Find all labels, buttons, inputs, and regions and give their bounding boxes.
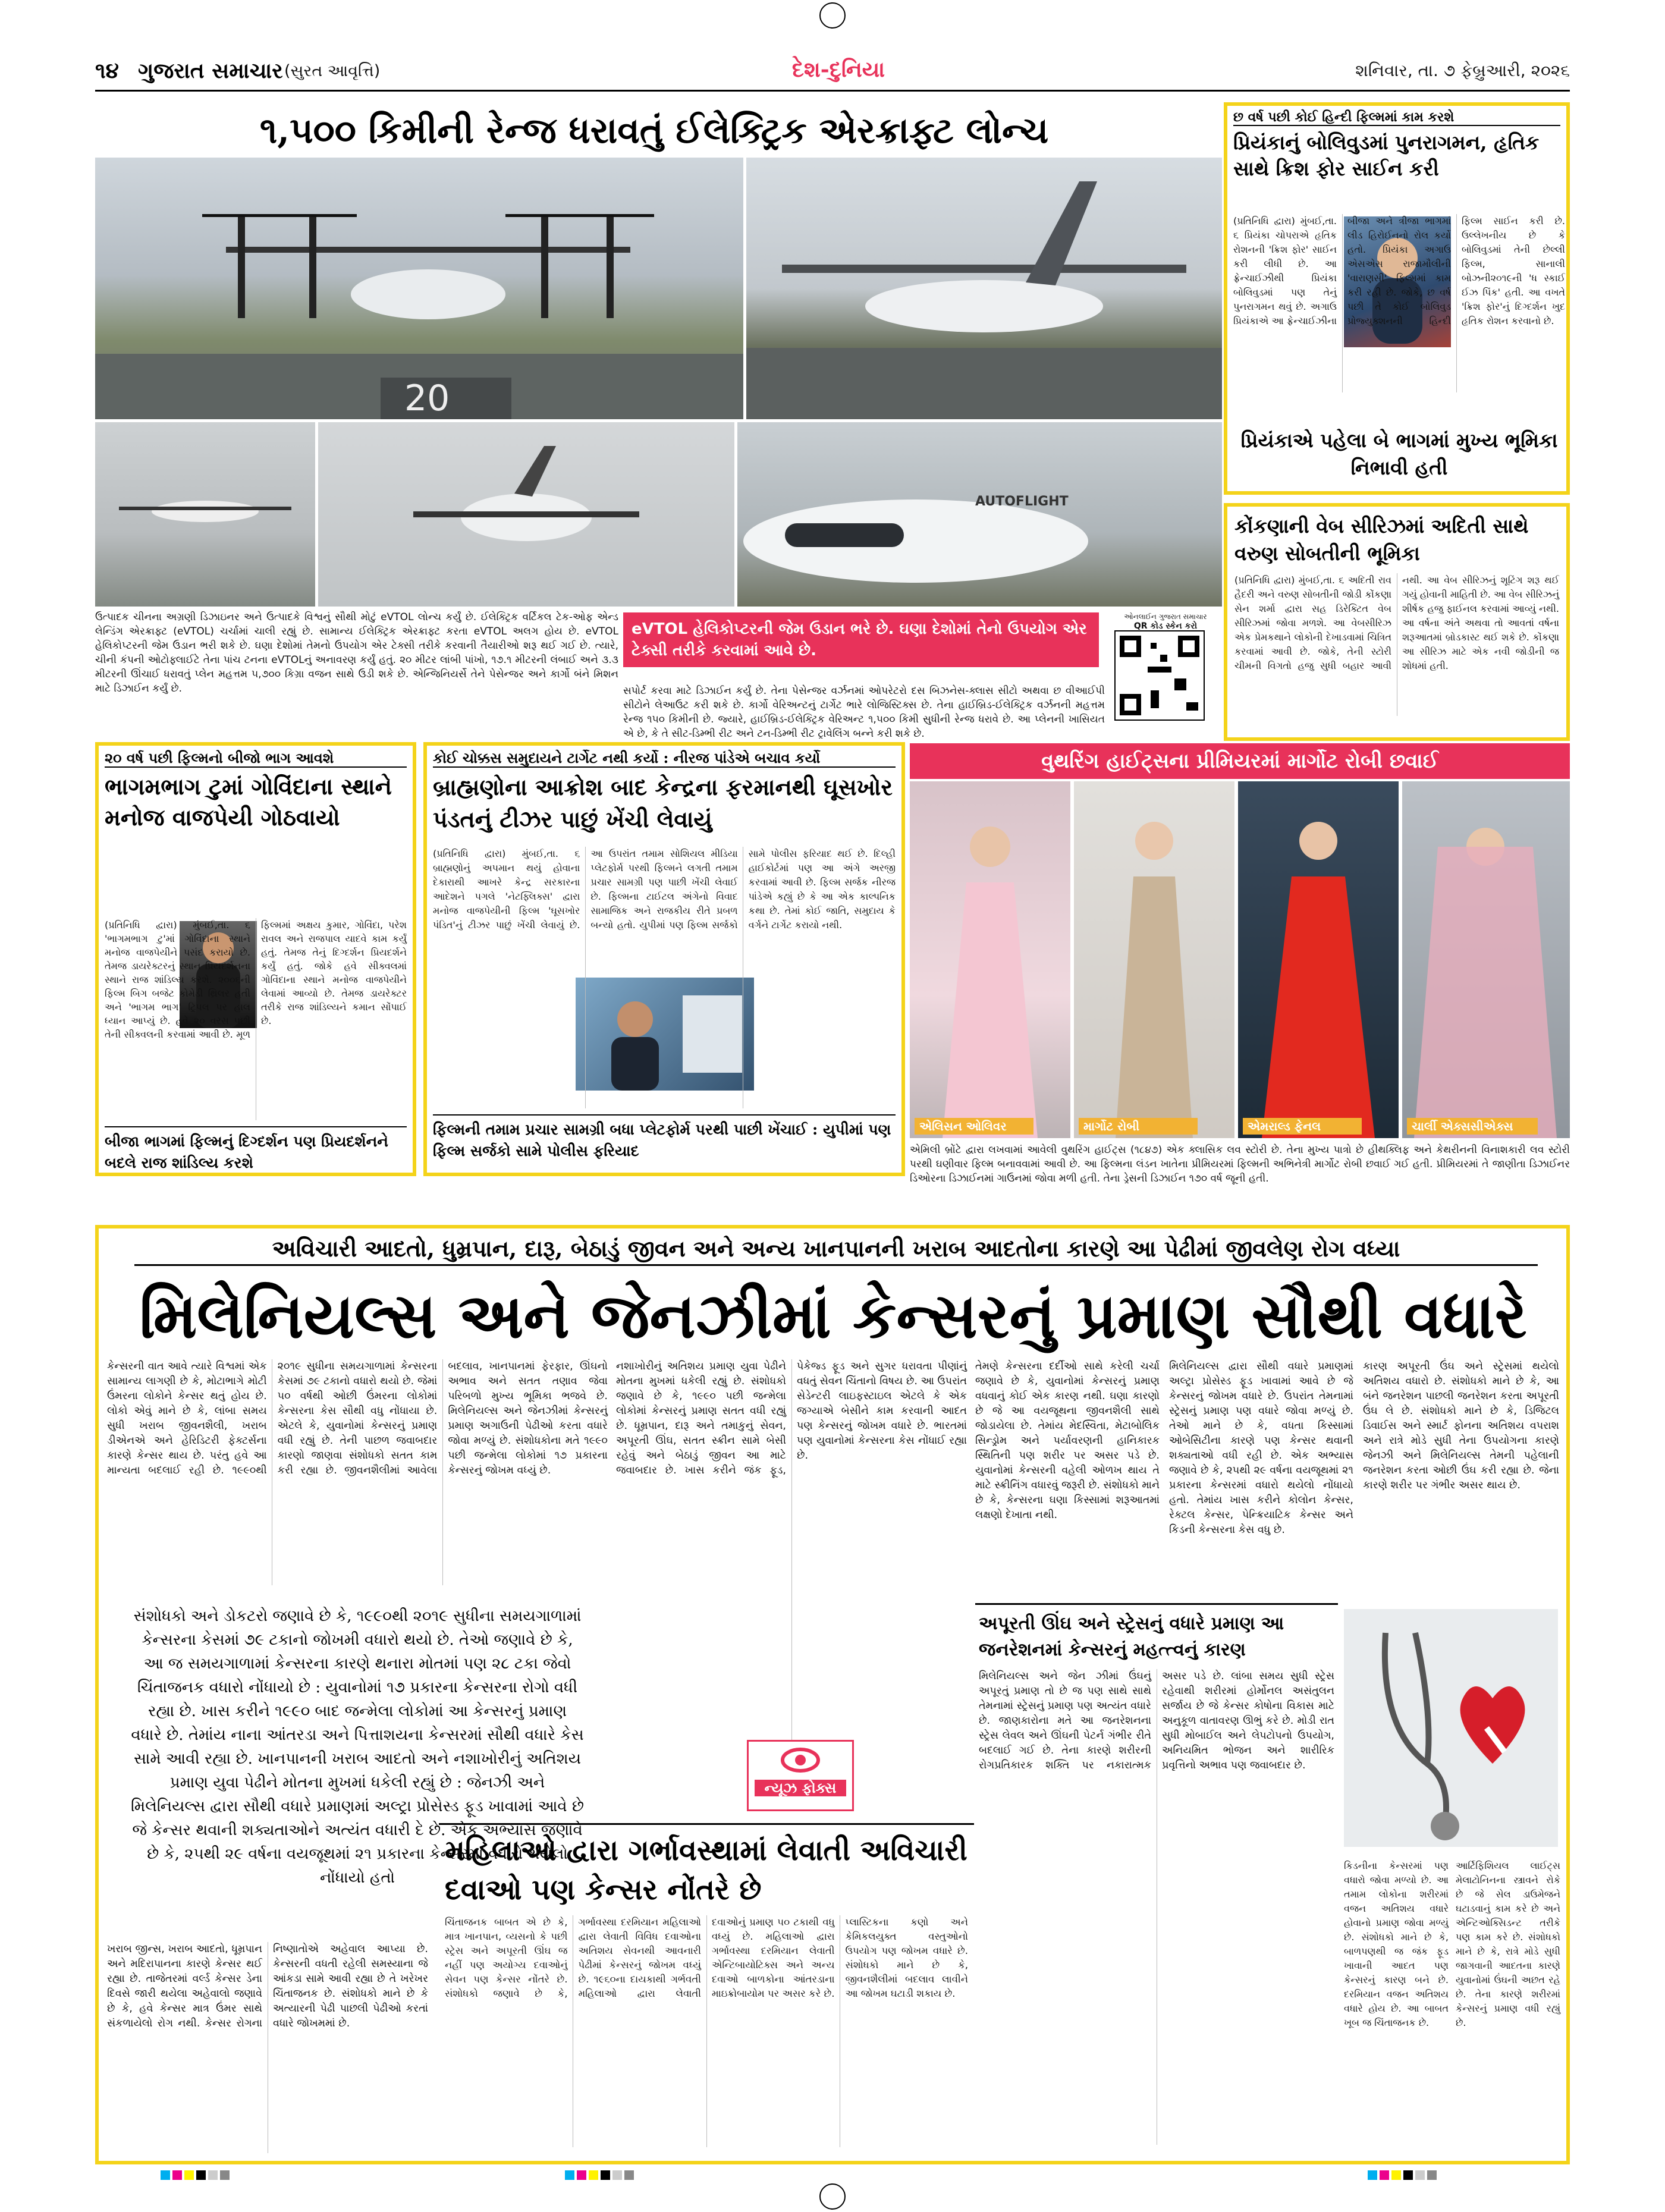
women-section <box>439 1823 974 2156</box>
dress-figure-1 <box>910 781 1070 1138</box>
evtol-drawing-1 <box>95 158 743 419</box>
cancer-kicker: અવિચારી આદતો, ધુમ્રપાન, દારૂ, બેઠાડું જીવન અને અન્ય ખાનપાનની ખરાબ આદતોના કારણે આ પેઢીમાં જીવલેણ રોગ વધ્યા <box>134 1233 1538 1266</box>
news-focus-label: ન્યૂઝ ફોક્સ <box>755 1780 846 1796</box>
manoj-headline: ભાગમભાગ ટુમાં ગોવિંદાના સ્થાને મનોજ વાજપેયી ગોઠવાયો <box>105 773 392 831</box>
stethoscope-photo <box>1344 1609 1558 1847</box>
priyanka-box <box>1224 102 1570 495</box>
paper-name: ગુજરાત સમાચાર <box>138 58 283 83</box>
aditi-body: (પ્રતિનિધિ દ્વારા) મુંબઈ,તા. ૬ અદિતી રાવ હૈદરી અને વરુણ સોબતીની જોડી કોંકણા સેન શર્મા દ્વારા સહ ડિરેક્ટિત વેબ સીરિઝમાં જોવા મળશે. આ વેબસીરિઝ એક પ્રેમકથાને લોકોની દેખાડવામાં ચિત્રિત કરવામાં આવી છે. જોકે, તેની સ્ટોરી ચીમની વિગતો હજુ સુધી બહાર આવી નથી. આ વેબ સીરિઝનું શૂટિંગ શરૂ થઈ ગયું હોવાની માહિતી છે. આ વેબ સીરિઝનું શીર્ષક હજુ ફાઈનલ કરવામાં આવ્યું નથી. આ વર્ષના અંતે અથવા તો આવતાં વર્ષના શરૂઆતમાં બ્રોડકાસ્ટ થઈ શકે છે. કોંકણા આ સીરિઝ માટે એક નવી જોડીની જ શોધમાં હતી. <box>1234 574 1559 671</box>
aircraft-photo-5 <box>737 422 1222 607</box>
premiere-name-1: એલિસન ઓલિવર <box>915 1118 1033 1135</box>
banner-text: eVTOL હેલિકોપ્ટરની જેમ ઉડાન ભરે છે. ઘણા દેશોમાં તેનો ઉપયોગ એર ટેક્સી તરીકે કરવામાં આવે છે. <box>623 612 1099 667</box>
evtol-drawing-5 <box>737 422 1222 607</box>
premiere-name-4: ચાર્લી એક્સસીએક્સ <box>1407 1118 1538 1135</box>
women-body: ચિંતાજનક બાબત એ છે કે, માત્ર ખાનપાન, વ્યસનો કે પછી સ્ટ્રેસ અને અપૂરતી ઊંઘ જ નહીં પણ અયોગ્ય દવાઓનું સેવન પણ કેન્સર નોંતરે છે. સંશોધકો જણાવે છે કે, ગર્ભાવસ્થા દરમિયાન મહિલાઓ દ્વારા લેવાતી વિવિધ દવાઓના અતિશય સેવનથી આવનારી પેઢીમાં કેન્સરનું જોખમ વધ્યું છે. ૧૯૬૦ના દાયકાથી ગર્ભવતી મહિલાઓ દ્વારા લેવાતી દવાઓનું પ્રમાણ ૫૦ ટકાથી વધુ વધ્યું છે. મહિલાઓ દ્વારા ગર્ભાવસ્થા દરમિયાન લેવાતી એન્ટિબાયોટિક્સ અને અન્ય દવાઓ બાળકોના આંતરડાના માઇક્રોબાયોમ પર અસર કરે છે. પ્લાસ્ટિકના કણો અને કેમિકલયુક્ત વસ્તુઓનો ઉપયોગ પણ જોખમ વધારે છે. સંશોધકો માને છે કે, જીવનશૈલીમાં બદલાવ લાવીને આ જોખમ ઘટાડી શકાય છે. <box>445 1916 968 1999</box>
page-number: ૧૪ <box>95 58 119 83</box>
date: શનિવાર, તા. ૭ ફેબ્રુઆરી, ૨૦૨૬ <box>1355 61 1570 80</box>
dress-figure-3 <box>1238 781 1399 1138</box>
cancer-quote-text: સંશોધકો અને ડોકટરો જણાવે છે કે, ૧૯૯૦થી ૨૦૧૯ સુધીના સમયગાળામાં કેન્સરના કેસમાં ૭૯ ટકાનો જોખમી વધારો થયો છે. તેઓ જણાવે છે કે, આ જ સમયગાળામાં કેન્સરના કારણે થનારા મોતમાં પણ ૨૮ ટકા જેવો ચિંતાજનક વધારો નોંધાયો છે : યુવાનોમાં ૧૭ પ્રકારના કેન્સરના રોગો વધી રહ્યા છે. ખાસ કરીને ૧૯૯૦ બાદ જન્મેલા લોકોમાં આ કેન્સરનું પ્રમાણ વધારે છે. તેમાંય નાના આંતરડા અને પિત્તાશયના કેન્સરમાં સૌથી વધારે કેસ સામે આવી રહ્યા છે. ખાનપાનની ખરાબ આદતો અને નશાખોરીનું અતિશય પ્રમાણ યુવા પેઢીને મોતના મુખમાં ધકેલી રહ્યું છે : જેનઝી અને મિલેનિયલ્સ દ્વારા સૌથી વધારે પ્રમાણમાં અલ્ટ્રા પ્રોસેસ્ડ ફૂડ ખાવામાં આવે છે જે કેન્સર થવાની શક્યતાઓને અત્યંત વધારી દે છે. એક અભ્યાસ જણાવે છે કે, ૨૫થી ૨૯ વર્ષના વયજૂથમાં ૨૧ પ્રકારના કેન્સરમાં વધારો થયેલો નોંધાયો હતો <box>131 1607 584 1887</box>
premiere-headline: વુથરિંગ હાઈટ્સના પ્રીમિયરમાં માર્ગોટ રોબી છવાઈ <box>910 743 1570 779</box>
evtol-drawing-4 <box>318 422 734 607</box>
manoj-box <box>95 742 416 1176</box>
ghooskhor-subhead: ફિલ્મની તમામ પ્રચાર સામગ્રી બધા પ્લેટફોર્મ પરથી પાછી ખેંચાઈ : યુપીમાં પણ ફિલ્મ સર્જકો સામે પોલીસ ફરિયાદ <box>433 1114 896 1162</box>
priyanka-subhead: પ્રિયંકાએ પહેલા બે ભાગમાં મુખ્ય ભૂમિકા નિભાવી હતી <box>1240 429 1558 479</box>
cancer-col-8: મિલેનિયલ્સ દ્વારા સૌથી વધારે પ્રમાણમાં અલ્ટ્રા પ્રોસેસ્ડ ફૂડ ખાવામાં આવે છે જે કેન્સરનું જોખમ વધારે છે. ઉપરાંત તેમનામાં સ્ટ્રેસનું પ્રમાણ પણ વધારે જોવા મળ્યું છે. તેઓ માને છે કે, વધતા કિસ્સામાં ઓબેસિટીના કારણે પણ કેન્સર થવાની શક્યતાઓ વધી રહી છે. એક અભ્યાસ જણાવે છે કે, ૨૫થી ૨૯ વર્ષના વયજૂથમાં ૨૧ પ્રકારના કેન્સરમાં વધારો થયેલો નોંધાયો હતો. તેમાંય ખાસ કરીને કોલોન કેન્સર, રેક્ટલ કેન્સર, પેન્ક્રિયાટિક કેન્સર અને કિડની કેન્સરના કેસ વધુ છે. <box>1169 1360 1353 1536</box>
premiere-photo-2 <box>1074 781 1234 1138</box>
aditi-headline: કોંકણાની વેબ સીરિઝમાં અદિતી સાથે વરુણ સોબતીની ભૂમિકા <box>1234 514 1529 565</box>
color-strip-center <box>565 2170 634 2180</box>
aircraft-photo-4 <box>318 422 734 607</box>
manoj-kicker: ૨૦ વર્ષ પછી ફિલ્મનો બીજો ભાગ આવશે <box>105 749 407 768</box>
aircraft-photo-2 <box>746 158 1222 419</box>
aircraft-body-left: ઉત્પાદક ચીનના અગ્રણી ડિઝાઇનર અને ઉત્પાદકે વિશ્વનું સૌથી મોટું eVTOL લોન્ચ કર્યું છે. ઈલેક્ટ્રિક વર્ટિકલ ટેક-ઓફ એન્ડ લેન્ડિંગ એરક્રાફ્ટ (eVTOL) ચર્ચામાં ચાલી રહ્યું છે. સામાન્ય ઈલેક્ટ્રિક એરક્રાફ્ટ કરતા eVTOL અલગ હોય છે. eVTOL હેલિકોપ્ટરની જેમ ઉડાન ભરી શકે છે. ઘણા દેશોમાં તેમનો ઉપયોગ એર ટેક્સી તરીકે કરવાની તૈયારીઓ શરૂ થઈ ગઈ છે. ત્યારે, ચીની કંપની ઓટોફ્લાઈટે તેના પાંચ ટનના eVTOLનું અનાવરણ કર્યું હતું. ૨૦ મીટર લાંબી પાંખો, ૧૭.૧ મીટરની લંબાઈ અને ૩.૩ મીટરની ઊંચાઈ ધરાવતું પ્લેન મહત્તમ ૫,૭૦૦ કિગ્રા વજન સાથે ઉડી શકે છે. એન્જિનિયર્સે તેને પેસેન્જર અને કાર્ગો બંને મિશન માટે ડિઝાઈન કર્યું છે. <box>95 611 618 695</box>
ghooskhor-kicker: કોઈ ચોક્કસ સમુદાયને ટાર્ગેટ નથી કર્યો : નીરજ પાંડેએ બચાવ કર્યો <box>433 749 896 768</box>
pad-number: 20 <box>404 378 450 419</box>
premiere-box <box>910 743 1570 1219</box>
cancer-body-1: કેન્સરની વાત આવે ત્યારે વિશ્વમાં એક સામાન્ય લાગણી છે કે, મોટાભાગે મોટી ઉંમરના લોકોને કેન્સર થતું હોય છે. લોકો એવું માને છે કે, લાંબા સમય સુધી ખરાબ જીવનશૈલી, ખરાબ ડીએનએ અને હેરિડિટરી ફેક્ટર્સના કારણે કેન્સર થાય છે. પરંતુ હવે આ માન્યતા બદલાઈ રહી છે. ૧૯૯૦થી ૨૦૧૯ સુધીના સમયગાળામાં કેન્સરના કેસમાં ૭૯ ટકાનો વધારો થયો છે. જેમાં ૫૦ વર્ષથી ઓછી ઉંમરના લોકોમાં કેન્સરના કેસ સૌથી વધુ નોંધાયા છે. એટલે કે, યુવાનોમાં કેન્સરનું પ્રમાણ વધી રહ્યું છે. તેની પાછળ જવાબદાર કારણો જાણવા સંશોધકો સતત કામ કરી રહ્યા છે. જીવનશૈલીમાં આવેલા બદલાવ, ખાનપાનમાં ફેરફાર, ઊંઘનો અભાવ અને સતત તણાવ જેવા પરિબળો મુખ્ય ભૂમિકા ભજવે છે. મિલેનિયલ્સ અને જેનઝીમાં કેન્સરનું પ્રમાણ અગાઉની પેઢીઓ કરતા વધારે જોવા મળ્યું છે. સંશોધકોના મતે ૧૯૯૦ પછી જન્મેલા લોકોમાં ૧૭ પ્રકારના કેન્સરનું જોખમ વધ્યું છે. <box>107 1360 608 1476</box>
cancer-headline: મિલેનિયલ્સ અને જેનઝીમાં કેન્સરનું પ્રમાણ સૌથી વધારે <box>139 1279 1527 1352</box>
evtol-drawing-3 <box>95 422 315 607</box>
registration-mark-bottom <box>819 2183 846 2210</box>
news-focus-logo <box>747 1740 854 1811</box>
qr-caption-2: QR કોડ સ્કેન કરો <box>1133 621 1198 631</box>
dress-figure-4 <box>1402 781 1570 1138</box>
sleep-headline: અપૂરતી ઊંઘ અને સ્ટ્રેસનું વધારે પ્રમાણ આ જનરેશનમાં કેન્સરનું મહત્ત્વનું કારણ <box>979 1613 1284 1660</box>
ghooskhor-headline: બ્રાહ્મણોના આક્રોશ બાદ કેન્દ્રના ફરમાનથી ઘૂસખોર પંડતનું ટીઝર પાછું ખેંચી લેવાયું <box>433 774 893 832</box>
edition: (સુરત આવૃત્તિ) <box>284 62 381 80</box>
aircraft-body-right: સપોર્ટ કરવા માટે ડિઝાઈન કર્યું છે. તેના પેસેન્જર વર્ઝનમાં ઓપરેટરો દસ બિઝનેસ-ક્લાસ સીટો અથવા છ વીઆઈપી સીટોને લેઆઉટ કરી શકે છે. કાર્ગો વેરિઅન્ટનું ટાર્ગેટ ભારે લોજિસ્ટિક્સ છે. તેના હાઈબ્રિડ-ઈલેક્ટ્રિક વર્ઝનની મહત્તમ રેન્જ ૧૫૦ કિમીની છે. જ્યારે, હાઈબ્રિડ-ઈલેક્ટ્રિક વેરિઅન્ટ ૧,૫૦૦ કિમી સુધીની રેન્જ ધરાવે છે. આ પ્લેનની ખાસિયત એ છે, કે તે સીટ-ડિમ્ભી રીટ અને ટન-ડિમ્ભી રીટ ટ્રાવેલિંગ બન્ને કરી શકે છે. <box>623 685 1105 740</box>
eye-icon <box>780 1745 821 1775</box>
color-strip-right <box>1368 2170 1437 2180</box>
qr-block <box>1112 612 1219 731</box>
premiere-caption: એમિલી બ્રોંટે દ્વારા લખવામાં આવેલી વુથરિંગ હાઈટ્સ (૧૮૪૭) એક ક્લાસિક લવ સ્ટોરી છે. તેના મુખ્ય પાત્રો છે હીથક્લિફ અને કેથરીનની વિનાશકારી લવ સ્ટોરી પરથી ઘણીવાર ફિલ્મ બનાવવામાં આવી છે. આ ફિલ્મના લંડન ખાતેના પ્રીમિયરમાં ફિલ્મની અભિનેત્રી માર્ગોટ રોબી છવાઈ ગઈ હતી. પ્રીમિયરમાં તે જાણીતા ડિઝાઈનર ડિઓરના ડિઝાઈનમાં ગાઉનમાં જોવા મળી હતી. તેના ડ્રેસની ડિઝાઈન ૧૭૦ વર્ષ જૂની હતી. <box>910 1144 1570 1184</box>
cancer-box <box>95 1225 1570 2164</box>
cancer-col-7: તેમણે કેન્સરના દર્દીઓ સાથે કરેલી ચર્ચા જણાવે છે કે, યુવાનોમાં કેન્સરનું પ્રમાણ વધવાનું કોઈ એક કારણ નથી. ઘણા કારણો છે જે આ વયજૂથના જીવનશૈલી સાથે જોડાયેલા છે. તેમાંય મેદસ્વિતા, મેટાબોલિક સિન્ડ્રોમ અને પર્યાવરણની હાનિકારક સ્થિતિની પણ શરીર પર અસર પડે છે. યુવાનોમાં કેન્સરની વહેલી ઓળખ થાય તે માટે સ્ક્રીનિંગ વધારવું જરૂરી છે. સંશોધકો માને છે કે, કેન્સરના ઘણા કિસ્સામાં શરૂઆતમાં લક્ષણો દેખાતા નથી. <box>975 1360 1160 1521</box>
evtol-drawing-2 <box>746 158 1222 419</box>
masthead <box>95 55 1570 92</box>
ghooskhor-box <box>423 742 905 1176</box>
qr-caption-1: ઓનલાઈન ગુજરાત સમાચાર <box>1124 612 1207 621</box>
cancer-body-bottom: ખરાબ જીન્સ, ખરાબ આદતો, ધૂમ્રપાન અને મદિરાપાનના કારણે કેન્સર થઈ રહ્યા છે. તાજેતરમાં વર્લ્ડ કેન્સર ડેના દિવસે જારી થયેલા અહેવાલો જણાવે છે કે, હવે કેન્સર માત્ર ઉંમર સાથે સંકળાયેલો રોગ નથી. કેન્સર રોગના નિષ્ણાતોએ અહેવાલ આપ્યા છે. કેન્સરની વધતી રહેલી સમસ્યાના જે આંકડા સામે આવી રહ્યા છે તે ખરેખર ચિંતાજનક છે. સંશોધકો માને છે કે અત્યારની પેઢી પાછલી પેઢીઓ કરતાં વધારે જોખમમાં છે. <box>107 1943 428 2029</box>
autoflight-brand: AUTOFLIGHT <box>975 494 1069 509</box>
manoj-subhead: બીજા ભાગમાં ફિલ્મનું દિગ્દર્શન પણ પ્રિયદર્શનને બદલે રાજ શાંડિલ્ય કરશે <box>105 1126 407 1174</box>
premiere-photo-4 <box>1402 781 1570 1138</box>
premiere-name-3: એમરાલ્ડ ફેનલ <box>1243 1118 1362 1135</box>
manoj-body: (પ્રતિનિધિ દ્વારા) મુંબઈ,તા. ૬ 'ભાગમભાગ ટુ'માં ગોવિંદાના સ્થાને મનોજ વાજપેયીને પસંદ કરાયો છે. તેમજ ડાયરેક્ટરનું સ્થાન પ્રિયદર્શનના સ્થાને રાજ શાંડિલ્ય કરશે. ૨૦૦૬ની ફિલ્મ બિગ બજેટ કોમેડી થ્રિલર હતી અને 'ભાગમ ભાગ' ટ્રિપલ પર હાલ ધ્યાન આપ્યું છે. હવે ૨૦ વરસ પછી તેની સીક્વલની કરવામાં આવી છે. મૂળ ફિલ્મમાં અક્ષય કુમાર, ગોવિંદા, પરેશ રાવલ અને રાજપાલ યાદવે કામ કર્યું હતું. તેમજ તેનું દિગ્દર્શન પ્રિયદર્શને કર્યું હતું. જોકે હવે સીક્વલમાં ગોવિંદાના સ્થાને મનોજ વાજપેયીને લેવામાં આવ્યો છે. તેમજ ડાયરેક્ટર તરીકે રાજ શાંડિલ્યને કમાન સોંપાઈ છે. <box>105 919 407 1040</box>
aircraft-photo-3 <box>95 422 315 607</box>
premiere-photo-1 <box>910 781 1070 1138</box>
stethoscope-drawing <box>1344 1609 1558 1847</box>
registration-mark-top <box>819 2 846 29</box>
premiere-name-2: માર્ગોટ રોબી <box>1079 1118 1198 1135</box>
ghooskhor-body: (પ્રતિનિધિ દ્વારા) મુંબઈ,તા. ૬ બ્રાહ્મણોનું અપમાન થયું હોવાના દેકારાથી આખરે કેન્દ્ર સરકારના આદેશને પગલે 'નેટફ્લિક્સ' દ્વારા મનોજ વાજપેયીની ફિલ્મ 'ઘૂસખોર પંડિત'નું ટીઝર પાછું ખેંચી લેવાયું છે. આ ઉપરાંત તમામ સોશિયલ મીડિયા પ્લેટફોર્મ પરથી ફિલ્મને લગતી તમામ પ્રચાર સામગ્રી પણ પાછી ખેંચી લેવાઈ છે. ફિલ્મના ટાઈટલ અંગેનો વિવાદ સામાજિક અને રાજકીય રીતે પ્રબળ બન્યો હતો. યુપીમાં પણ ફિલ્મ સર્જકો સામે પોલીસ ફરિયાદ થઈ છે. દિલ્હી હાઈકોર્ટમાં પણ આ અંગે અરજી કરવામાં આવી છે. ફિલ્મ સર્જક નીરજ પાંડેએ કહ્યું છે કે આ એક કાલ્પનિક કથા છે. તેમાં કોઈ જાતિ, સમુદાય કે વર્ગને ટાર્ગેટ કરાયો નથી. <box>433 848 896 931</box>
cancer-col-9: કારણ અપૂરતી ઉંઘ અને સ્ટ્રેસમાં થયેલો અતિશય વધારો છે. સંશોધકો માને છે કે, આ બંને જનરેશન પાછલી જનરેશન કરતા અપૂરતી ઉંઘ લે છે. સંશોધકો માને છે કે, ડિજિટલ ડિવાઈસ અને સ્માર્ટ ફોનના અતિશય વપરાશ અને રાત્રે મોડે સુધી તેના ઉપયોગના કારણે જેનઝી અને મિલેનિયલ્સ તેમની પહેલાની જનરેશન કરતા ઓછી ઉંઘ કરી રહ્યા છે. જેના કારણે શરીર પર ગંભીર અસર થાય છે. <box>1363 1360 1559 1491</box>
qr-code[interactable] <box>1115 631 1216 720</box>
color-strip-left <box>161 2170 230 2180</box>
priyanka-kicker: છ વર્ષ પછી કોઈ હિન્દી ફિલ્મમાં કામ કરશે <box>1233 109 1560 126</box>
cancer-col-10: કિડનીના કેન્સરમાં પણ વધારો જોવા મળ્યો છે. આ તમામ લોકોના શરીરમાં વજન અતિશય વધારે હોવાનો પ્રમાણ જોવા મળ્યું છે. સંશોધકો માને છે કે, બાળપણથી જ જંક ફૂડ ખાવાની આદત પણ કેન્સરનું કારણ બને છે. દરમિયાન વજન અતિશય વધારે હોય છે. આ બાબત ખૂબ જ ચિંતાજનક છે. <box>1344 1860 1449 2028</box>
cancer-body-center: નશાખોરીનું અતિશય પ્રમાણ યુવા પેઢીને મોતના મુખમાં ધકેલી રહ્યું છે. સંશોધકો જણાવે છે કે, ૧૯૯૦ પછી જન્મેલા લોકોમાં કેન્સરનું પ્રમાણ સતત વધી રહ્યું છે. ધૂમ્રપાન, દારૂ અને તમાકુનું સેવન, અપૂરતી ઊંઘ, સતત સ્ક્રીન સામે બેસી રહેવું અને બેઠાડું જીવન આ માટે જવાબદાર છે. ખાસ કરીને જંક ફૂડ, પેકેજ્ડ ફૂડ અને સુગર ધરાવતા પીણાંનું વધતું સેવન ચિંતાનો વિષય છે. આ ઉપરાંત સેડેન્ટરી લાઇફસ્ટાઇલ એટલે કે એક જગ્યાએ બેસીને કામ કરવાની આદત પણ કેન્સરનું જોખમ વધારે છે. ભારતમાં પણ યુવાનોમાં કેન્સરના કેસ નોંધાઈ રહ્યા છે. <box>616 1360 967 1476</box>
premiere-photo-3 <box>1238 781 1399 1138</box>
priyanka-body: (પ્રતિનિધિ દ્વારા) મુંબઈ,તા. ૬ પ્રિયંકા ચોપરાએ હૃતિક રોશનની 'ક્રિશ ફોર' સાઈન કરી લીધી છે. આ ફ્રેન્ચાઈઝીથી પ્રિયંકા બોલિવુડમાં પણ તેનું પુનરાગમન થવું છે. અગાઉ પ્રિયંકાએ આ ફ્રેન્ચાઈઝીના બીજા અને ત્રીજા ભાગમાં લીડ હિરોઈનનો રોલ કર્યો હતો. પ્રિયંકા અગાઉ એસએસ રાજામૌલીની 'વારાણસી' ફિલ્મમાં કામ કરી રહી છે. જોકે, છ વર્ષ પછી તે કોઈ બોલિવુડ પ્રોજ્યુક્શનની હિન્દી ફિલ્મ સાઈન કરી છે. ઉલ્લેખનીય છે કે બોલિવુડમાં તેની છેલ્લી ફિલ્મ, સાનાલી બોઝની૨૦૧૯ની 'ધ સ્કાઈ ઈઝ પિંક' હતી. આ વખતે 'ક્રિશ ફોર'નું દિગ્દર્શન ખુદ હૃતિક રોશન કરવાનો છે. <box>1233 215 1565 326</box>
sleep-section <box>975 1603 1338 2156</box>
cancer-col-11: આર્ટિફિશિયલ લાઈટ્સ મેલાટોનિનના સ્ત્રાવને રોકે છે જે સેલ ડાઉમેજને ઘટાડવાનું કામ કરે છે અને એન્ટિઓક્સિડન્ટ તરીકે પણ કામ કરે છે. સંશોધકો માને છે કે, રાત્રે મોડે સુધી જાગવાની આદતના કારણે યુવાનોમાં ઉંઘની અછત રહે છે. તેના કારણે શરીરમાં કેન્સરનું પ્રમાણ વધી રહ્યું છે. <box>1456 1860 1560 2028</box>
dress-figure-2 <box>1074 781 1234 1138</box>
women-headline: મહિલાઓ દ્વારા ગર્ભાવસ્થામાં લેવાતી અવિચારી દવાઓ પણ કેન્સર નોંતરે છે <box>445 1834 967 1906</box>
aircraft-photo-1 <box>95 158 743 419</box>
priyanka-headline: પ્રિયંકાનું બોલિવુડમાં પુનરાગમન, હૃતિક સાથે ક્રિશ ફોર સાઈન કરી <box>1233 131 1540 180</box>
aditi-box <box>1224 503 1570 741</box>
sleep-body: મિલેનિયલ્સ અને જેન ઝીમાં ઉંઘનું અપૂરતું પ્રમાણ તો છે જ પણ સાથે સાથે તેમનામાં સ્ટ્રેસનું પ્રમાણ પણ અત્યંત વધારે છે. જાણકારોના મતે આ જનરેશનના સ્ટ્રેસ લેવલ અને ઊંઘની પેટર્ન ગંભીર રીતે બદલાઈ ગઈ છે. તેના કારણે શરીરની રોગપ્રતિકારક શક્તિ પર નકારાત્મક અસર પડે છે. લાંબા સમય સુધી સ્ટ્રેસ રહેવાથી શરીરમાં હોર્મોનલ અસંતુલન સર્જાય છે જે કેન્સર કોષોના વિકાસ માટે અનુકૂળ વાતાવરણ ઊભું કરે છે. મોડી રાત સુધી મોબાઈલ અને લેપટોપનો ઉપયોગ, અનિયમિત ભોજન અને શારીરિક પ્રવૃત્તિનો અભાવ પણ જવાબદાર છે. <box>979 1670 1334 1771</box>
section-title: દેશ-દુનિયા <box>791 57 885 82</box>
aircraft-headline: ૧,૫૦૦ કિમીની રેન્જ ધરાવતું ઈલેક્ટ્રિક એરક્રાફ્ટ લોન્ચ <box>259 110 1049 152</box>
